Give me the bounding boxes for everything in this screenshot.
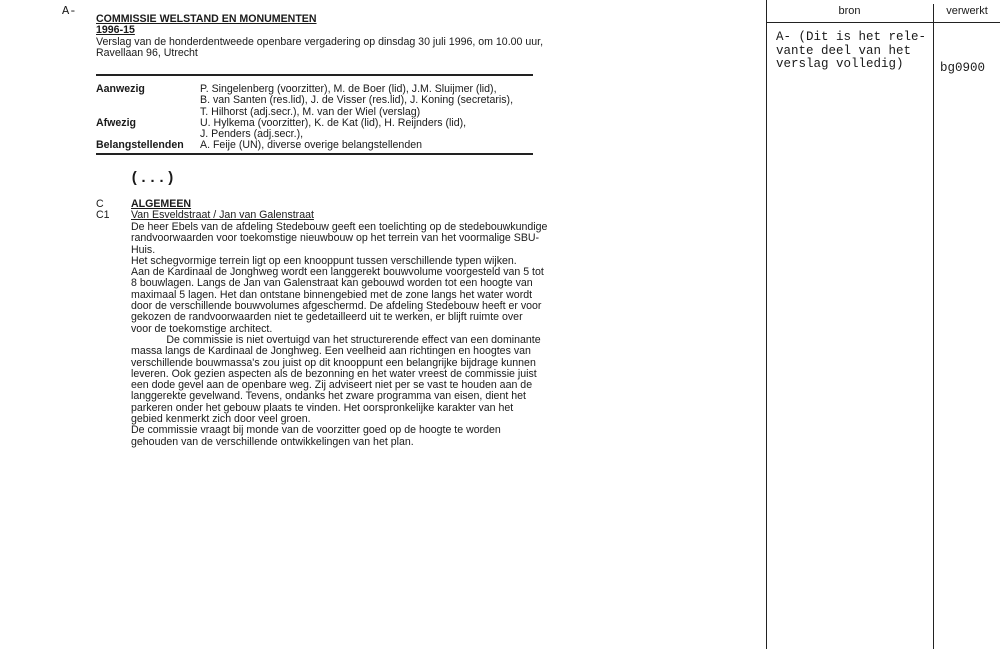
ellipsis: (...) [130,170,176,187]
attendee-line: J. Penders (adj.secr.), [200,128,304,141]
body-line: leveren. Ook gezien aspecten als de bezonning en het water vreest de commissie juist [131,367,537,380]
body-line: De commissie vraagt bij monde van de voorzitter goed op de hoogte te worden [131,424,501,437]
attendance-label: Afwezig [96,116,137,129]
section-title: ALGEMEEN [131,198,192,210]
attendee-line: T. Hilhorst (adj.secr.), M. van der Wiel (verslag) [200,105,421,118]
body-line: gebied kenmerkt zich door veel groen. [131,413,311,426]
body-line: 8 bouwlagen. Langs de Jan van Galenstraat kan gebouwd worden tot een hoogte van [131,277,533,290]
body-line: een dode gevel aan de openbare weg. Zij adviseert niet per se vast te houden aan de [131,379,533,392]
divider [96,74,533,76]
body-line: voor de toekomstige architect. [131,322,273,335]
attendee-line: P. Singelenberg (voorzitter), M. de Boer (lid), J.M. Sluijmer (lid), [200,83,497,95]
attendee-line: U. Hylkema (voorzitter), K. de Kat (lid), H. Reijnders (lid), [200,116,467,129]
bron-line: verslag volledig) [776,57,904,71]
body-line: Het schegvormige terrein ligt op een knooppunt tussen verschillende typen wijken. [131,254,517,267]
item-body [131,222,547,448]
body-line: gehouden van de verschillende ontwikkelingen van het plan. [131,435,414,448]
body-line: De commissie is niet overtuigd van het structurerende effect van een dominante [131,333,541,346]
attendance-label: Belangstellenden [96,139,184,152]
report-number: 1996-15 [96,24,135,37]
org-title: COMMISSIE WELSTAND EN MONUMENTEN [96,13,317,25]
item-code: C1 [96,209,110,221]
attendance-label: Aanwezig [96,83,145,95]
body-line: gekozen de randvoorwaarden niet te gedetailleerd uit te werken, er blijft ruimte over [131,311,523,324]
body-line: verschillende bouwmassa's zou juist op dit knooppunt een belangrijke bijdrage kunnen [131,356,536,369]
header-line: Verslag van de honderdentweede openbare vergadering op dinsdag 30 juli 1996, om 10.00 uur, [96,35,544,48]
body-line: Huis. [131,243,156,256]
column-header-line [766,22,1000,23]
body-line: langgerekte gevelwand. Tevens, ondanks het zware programma van eisen, dient het [131,390,526,403]
header-line: Ravellaan 96, Utrecht [96,46,198,59]
section-code: C [96,198,104,210]
column-verwerkt: verwerkt [946,5,988,17]
body-line: maximaal 5 lagen. Het dan ontstane binnengebied met de zone langs het water wordt [131,288,533,301]
divider [96,153,533,155]
bron-line: A- (Dit is het rele- [776,30,927,44]
margin-mark: A- [62,4,77,18]
bron-note [776,31,926,72]
attendee-line: A. Feije (UN), diverse overige belangstellenden [200,139,422,152]
bron-line: vante deel van het [776,43,912,58]
attendee-line: B. van Santen (res.lid), J. de Visser (res.lid), J. Koning (secretaris), [200,94,514,107]
item-title: Van Esveldstraat / Jan van Galenstraat [131,209,314,221]
column-line [933,4,934,649]
body-line: door de verschillende bouwvolumes afgeschermd. De afdeling Stedebouw heeft er voor [131,300,542,313]
attendance-table [96,84,533,152]
column-bron: bron [838,5,861,17]
body-line: massa langs de Kardinaal de Jonghweg. Een veelheid aan richtingen en hoogtes van [131,345,531,358]
column-line [766,0,767,649]
document-header [96,14,543,59]
body-line: Aan de Kardinaal de Jonghweg wordt een langgerekt bouwvolume voorgesteld van 5 tot [131,266,544,279]
verwerkt-code: bg0900 [940,61,986,75]
body-line: randvoorwaarden voor toekomstige nieuwbouw op het terrein van het voormalige SBU- [131,232,540,245]
body-line: De heer Ebels van de afdeling Stedebouw geeft een toelichting op de stedebouwkundige [131,221,548,233]
body-line: parkeren onder het gebouw plaats te vinden. Het oorspronkelijke karakter van het [131,401,514,414]
